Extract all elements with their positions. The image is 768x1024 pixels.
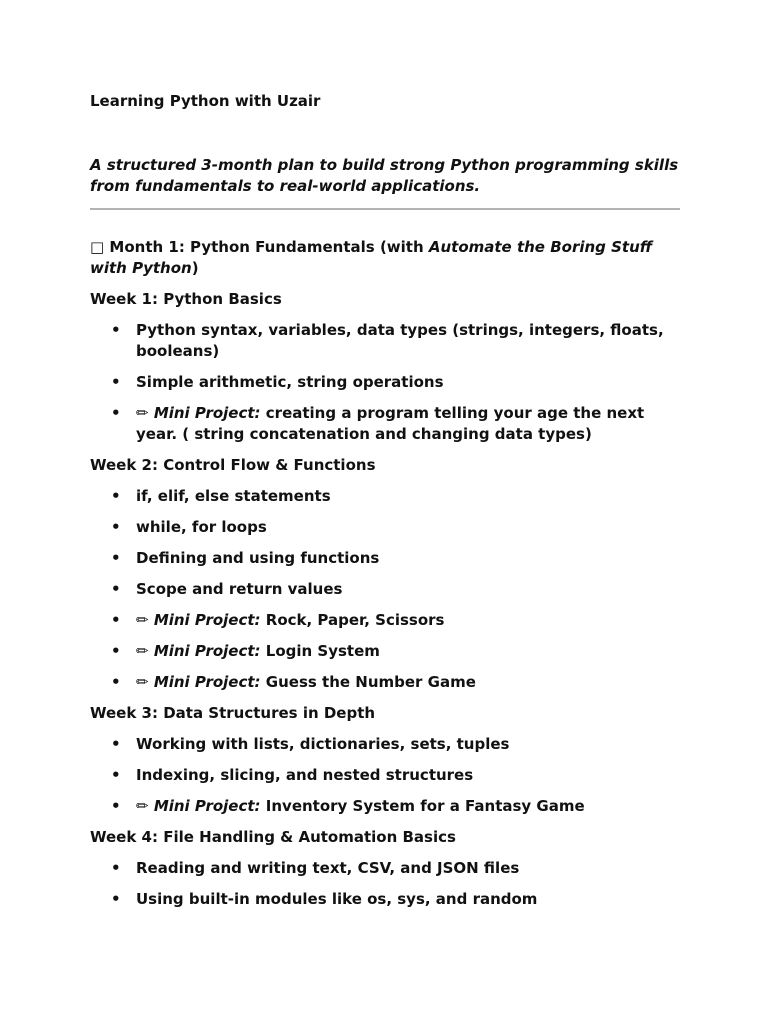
week-4-heading: Week 4: File Handling & Automation Basics [90,828,456,846]
pencil-icon: ✏ [136,404,149,422]
list-item-text: while, for loops [136,518,267,536]
bullet-icon: • [111,373,121,391]
list-item [90,858,680,879]
week-2-list [90,486,680,693]
bullet-icon: • [111,859,121,877]
mini-project-item [90,672,680,693]
mini-project-text: Rock, Paper, Scissors [265,611,445,629]
mini-project-label: Mini Project: [153,642,261,660]
bullet-icon: • [111,487,121,505]
list-item-text: Using built-in modules like os, sys, and random [136,890,538,908]
list-item-text: Indexing, slicing, and nested structures [136,766,474,784]
bullet-icon: • [111,797,121,815]
list-item-text: Working with lists, dictionaries, sets, tuples [136,735,510,753]
mini-project-item [90,641,680,662]
pencil-icon: ✏ [136,642,149,660]
mini-project-label: Mini Project: [153,611,261,629]
list-item-text: Python syntax, variables, data types (strings, integers, floats, booleans) [136,321,664,360]
list-item-text: Simple arithmetic, string operations [136,373,444,391]
pencil-icon: ✏ [136,797,149,815]
bullet-icon: • [111,890,121,908]
mini-project-text: Login System [265,642,380,660]
mini-project-label: Mini Project: [153,404,261,422]
week-4-list [90,858,680,910]
pencil-icon: ✏ [136,673,149,691]
bullet-icon: • [111,580,121,598]
mini-project-item [90,796,680,817]
week-3-list [90,734,680,817]
list-item [90,734,680,755]
bullet-icon: • [111,642,121,660]
document-subtitle: A structured 3-month plan to build strong Python programming skills from fundamentals to real-world applications. [90,156,679,195]
month-1-heading [90,237,680,279]
mini-project-text: Guess the Number Game [265,673,476,691]
mini-project-label: Mini Project: [153,797,261,815]
list-item [90,889,680,910]
document-title: Learning Python with Uzair [90,92,321,110]
list-item-text: Reading and writing text, CSV, and JSON files [136,859,520,877]
bullet-icon: • [111,518,121,536]
mini-project-text: Inventory System for a Fantasy Game [265,797,585,815]
list-item [90,372,680,393]
list-item [90,320,680,362]
mini-project-text: creating a program telling your age the next year. ( string concatenation and changing data types) [136,404,645,443]
week-2-heading: Week 2: Control Flow & Functions [90,456,376,474]
bullet-icon: • [111,673,121,691]
list-item [90,579,680,600]
mini-project-item [90,403,680,445]
mini-project-item [90,610,680,631]
bullet-icon: • [111,321,121,339]
horizontal-rule [90,208,680,210]
pencil-icon: ✏ [136,611,149,629]
bullet-icon: • [111,766,121,784]
list-item [90,765,680,786]
month-1-heading-suffix: ) [191,259,199,277]
mini-project-label: Mini Project: [153,673,261,691]
list-item [90,517,680,538]
placeholder-glyph-icon: □ [90,238,105,256]
list-item [90,548,680,569]
document-content [90,90,680,910]
list-item-text: Scope and return values [136,580,343,598]
list-item-text: if, elif, else statements [136,487,331,505]
month-1-heading-prefix: Month 1: Python Fundamentals (with [109,238,429,256]
bullet-icon: • [111,404,121,422]
week-1-list [90,320,680,445]
bullet-icon: • [111,735,121,753]
week-1-heading: Week 1: Python Basics [90,290,282,308]
week-3-heading: Week 3: Data Structures in Depth [90,704,376,722]
book-title: Automate the Boring Stuff with Python [90,238,653,277]
bullet-icon: • [111,549,121,567]
bullet-icon: • [111,611,121,629]
list-item [90,486,680,507]
list-item-text: Defining and using functions [136,549,380,567]
